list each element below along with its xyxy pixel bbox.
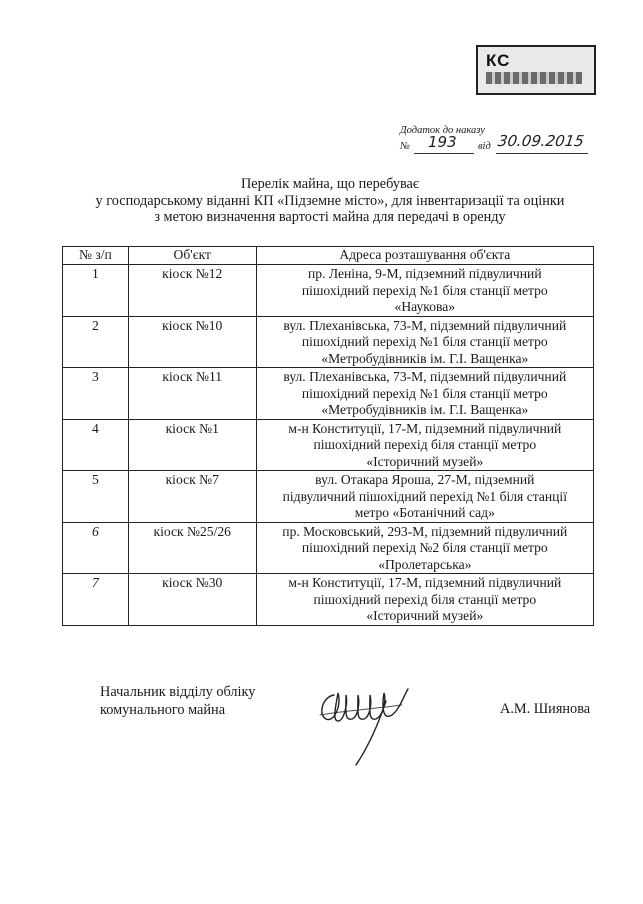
row-address bbox=[256, 316, 593, 368]
header-address: Адреса розташування об'єкта bbox=[256, 247, 593, 265]
address-line: пішохідний перехід №1 біля станції метро bbox=[301, 385, 548, 401]
address-line: пішохідний перехід №1 біля станції метро bbox=[301, 282, 548, 298]
title-line-3: з метою визначення вартості майна для передачі в оренду bbox=[154, 209, 506, 225]
row-object: кіоск №30 bbox=[128, 574, 256, 626]
row-number: 7 bbox=[63, 574, 129, 626]
address-line: «Метробудівників ім. Г.І. Ващенка» bbox=[321, 402, 529, 417]
address-line: «Наукова» bbox=[394, 299, 456, 314]
order-number-underline bbox=[414, 153, 474, 154]
handwritten-signature bbox=[312, 675, 422, 767]
address-line: вул. Плеханівська, 73-М, підземний підвуличний bbox=[283, 317, 567, 333]
document-stamp bbox=[476, 45, 596, 95]
property-table bbox=[62, 246, 594, 626]
addendum-reference bbox=[400, 124, 600, 156]
row-address bbox=[256, 419, 593, 471]
address-line: вул. Отакара Яроша, 27-М, підземний bbox=[315, 472, 535, 487]
address-line: підвуличний пішохідний перехід №1 біля станції bbox=[282, 488, 567, 504]
address-line: пр. Леніна, 9-М, підземний підвуличний bbox=[308, 266, 542, 281]
header-object: Об'єкт bbox=[128, 247, 256, 265]
address-line: «Історичний музей» bbox=[366, 453, 484, 469]
position-line-2: комунального майна bbox=[100, 702, 226, 718]
table-row bbox=[63, 522, 594, 574]
row-number: 6 bbox=[63, 522, 129, 574]
row-object: кіоск №7 bbox=[128, 471, 256, 523]
table-row bbox=[63, 419, 594, 471]
row-object: кіоск №12 bbox=[128, 265, 256, 317]
address-line: пішохідний перехід біля станції метро bbox=[313, 591, 537, 607]
title-line-2: у господарському віданні КП «Підземне місто», для інвентаризації та оцінки bbox=[95, 192, 565, 209]
address-line: м-н Конституції, 17-М, підземний підвуличний bbox=[288, 420, 562, 436]
table-row bbox=[63, 471, 594, 523]
address-line: «Пролетарська» bbox=[378, 556, 472, 572]
row-number: 3 bbox=[63, 368, 129, 420]
order-date-handwritten: 30.09.2015 bbox=[496, 132, 586, 150]
address-line: м-н Конституції, 17-М, підземний підвуличний bbox=[288, 575, 562, 590]
order-date-underline bbox=[496, 153, 588, 154]
order-number-label: № bbox=[400, 141, 410, 152]
title-line-1: Перелік майна, що перебуває bbox=[240, 176, 420, 192]
row-address bbox=[256, 265, 593, 317]
order-number-handwritten: 193 bbox=[428, 133, 457, 151]
row-number: 2 bbox=[63, 316, 129, 368]
row-address bbox=[256, 574, 593, 626]
address-line: «Історичний музей» bbox=[366, 608, 484, 623]
address-line: пішохідний перехід №2 біля станції метро bbox=[301, 540, 548, 555]
row-number: 4 bbox=[63, 419, 129, 471]
table-header-row bbox=[63, 247, 594, 265]
document-title bbox=[60, 176, 600, 226]
row-address bbox=[256, 368, 593, 420]
row-address bbox=[256, 522, 593, 574]
table-row bbox=[63, 316, 594, 368]
row-object: кіоск №11 bbox=[128, 368, 256, 420]
address-line: метро «Ботанічний сад» bbox=[354, 505, 495, 520]
order-date-label: від bbox=[478, 141, 491, 152]
header-number: № з/п bbox=[63, 247, 129, 265]
table-row bbox=[63, 265, 594, 317]
table-row bbox=[63, 574, 594, 626]
row-object: кіоск №1 bbox=[128, 419, 256, 471]
address-line: «Метробудівників ім. Г.І. Ващенка» bbox=[321, 350, 529, 366]
stamp-text: КС bbox=[486, 51, 511, 70]
row-address bbox=[256, 471, 593, 523]
address-line: пр. Московський, 293-М, підземний підвуличний bbox=[282, 523, 568, 539]
row-number: 5 bbox=[63, 471, 129, 523]
signatory-position bbox=[100, 683, 255, 719]
address-line: вул. Плеханівська, 73-М, підземний підвуличний bbox=[283, 369, 567, 384]
table-row bbox=[63, 368, 594, 420]
addendum-label: Додаток до наказу bbox=[400, 125, 485, 136]
signatory-name: А.М. Шиянова bbox=[500, 701, 591, 717]
row-number: 1 bbox=[63, 265, 129, 317]
address-line: пішохідний перехід №1 біля станції метро bbox=[301, 334, 548, 349]
row-object: кіоск №25/26 bbox=[128, 522, 256, 574]
address-line: пішохідний перехід біля станції метро bbox=[313, 437, 537, 452]
position-line-1: Начальник відділу обліку bbox=[100, 684, 256, 700]
stamp-illegible-text bbox=[486, 72, 582, 84]
row-object: кіоск №10 bbox=[128, 316, 256, 368]
